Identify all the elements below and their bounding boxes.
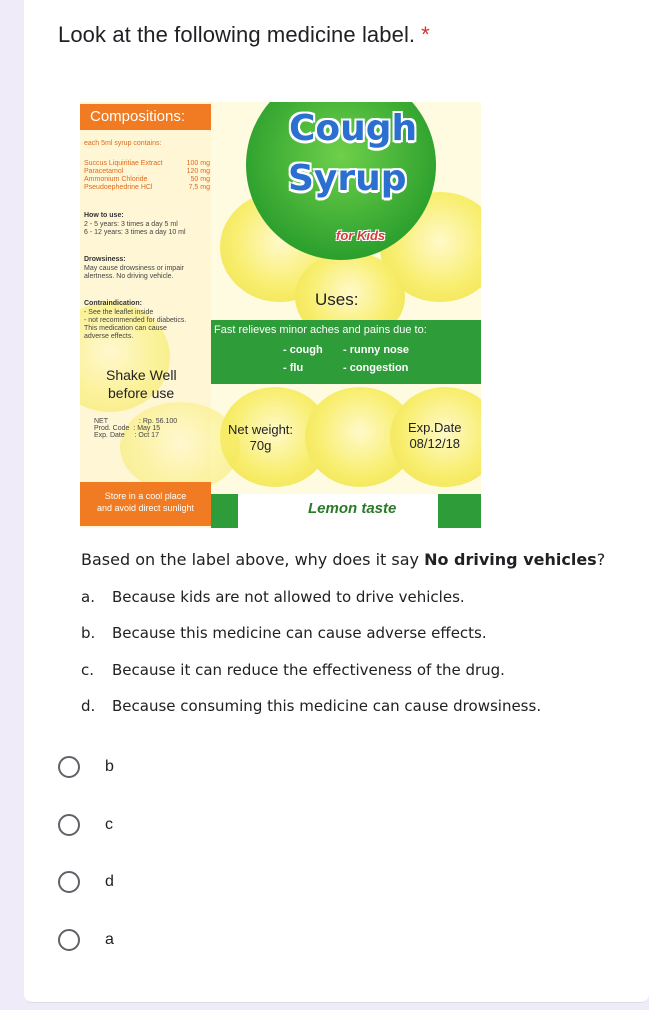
radio-button[interactable] [58,756,80,778]
radio-button[interactable] [58,871,80,893]
how-to-use-line: 2 - 5 years: 3 times a day 5 ml [84,221,178,228]
choice-letter: a. [81,588,95,606]
question-title-text: Look at the following medicine label. [58,22,416,47]
radio-button[interactable] [58,814,80,836]
choice-b [81,624,487,642]
net-weight-value: 70g [249,438,272,453]
uses-description: Fast relieves minor aches and pains due to: [214,324,427,336]
choice-a [81,588,465,606]
honeycomb-shape [120,402,240,492]
ingredient-row [84,168,210,176]
radio-button[interactable] [58,929,80,951]
how-to-use-title: How to use: [84,212,124,219]
contraindication-title: Contraindication: [84,300,142,307]
shake-well-text [106,366,206,402]
shake-line: before use [108,385,175,401]
drowsiness-line: May cause drowsiness or impair [84,265,184,272]
uses-band [211,320,481,384]
contraindication-line: - See the leaflet inside [84,309,154,316]
option-d[interactable] [58,867,114,897]
brand-word-syrup: Syrup [288,158,407,199]
net-weight-label: Net weight: [228,422,294,437]
product-info-block [94,418,177,439]
use-item: - congestion [343,362,409,374]
prompt-end: ? [596,550,606,569]
contraindication-line: This medication can cause [84,325,167,332]
contraindication-line: adverse effects. [84,333,134,340]
option-label: d [105,873,114,890]
for-kids-text: for Kids [336,228,386,243]
lemon-taste-text: Lemon taste [308,500,397,517]
ingredient-name: Pseudoephedrine HCl [84,184,153,191]
choice-text: Because this medicine can cause adverse effects. [112,624,487,642]
storage-banner [80,482,211,526]
option-label: c [105,816,113,833]
use-item: - runny nose [343,344,410,356]
prompt-bold: No driving vehicles [424,550,597,569]
ingredient-amount: 50 mg [190,176,210,183]
use-item: - flu [283,362,304,374]
required-marker: * [421,22,430,47]
prompt-text: Based on the label above, why does it say [81,550,425,569]
exp-label: Exp.Date [408,420,462,435]
question-prompt [81,550,605,569]
net-price-line: NET : Rp. 56.100 [94,418,178,425]
drowsiness-title: Drowsiness: [84,256,126,263]
ingredient-row [84,184,210,192]
ingredient-amount: 100 mg [186,160,210,167]
choice-c [81,661,505,679]
use-item: - cough [283,344,323,356]
choice-text: Because it can reduce the effectiveness of the drug. [112,661,505,679]
choice-letter: d. [81,697,96,715]
storage-line: and avoid direct sunlight [96,503,195,513]
choice-text: Because consuming this medicine can cause drowsiness. [112,697,542,715]
ingredient-row [84,176,210,184]
choice-letter: b. [81,624,96,642]
option-a[interactable] [58,925,114,955]
ingredient-row [84,160,210,168]
choice-letter: c. [81,661,95,679]
compositions-header: Compositions: [80,104,211,130]
storage-line: Store in a cool place [104,491,187,501]
shake-line: Shake Well [106,367,177,383]
ingredient-name: Paracetamol [84,168,124,175]
option-b[interactable] [58,752,114,782]
ingredient-amount: 7,5 mg [188,184,210,191]
exp-date-line: Exp. Date : Oct 17 [94,432,159,439]
exp-value: 08/12/18 [409,436,461,451]
drowsiness-line: alertness. No driving vehicle. [84,273,174,280]
brand-word-cough: Cough [289,108,418,149]
question-title [58,22,430,48]
ingredient-name: Succus Liquiritiae Extract [84,160,163,167]
contraindication-line: - not recommended for diabetics. [84,317,187,324]
choice-d [81,697,541,715]
ingredient-name: Ammonium Chloride [84,176,148,183]
choice-text: Because kids are not allowed to drive vehicles. [112,588,465,606]
medicine-label-image [80,102,481,528]
expiry-date [408,420,461,452]
how-to-use-line: 6 - 12 years: 3 times a day 10 ml [84,229,186,236]
prod-code-line: Prod. Code : May 15 [94,425,161,432]
net-weight [228,422,293,454]
option-label: b [105,758,114,775]
option-label: a [105,931,114,948]
option-c[interactable] [58,810,113,840]
ingredient-amount: 120 mg [186,168,210,175]
each-syrup-text: each 5ml syrup contains: [84,140,162,147]
uses-title: Uses: [315,290,359,309]
